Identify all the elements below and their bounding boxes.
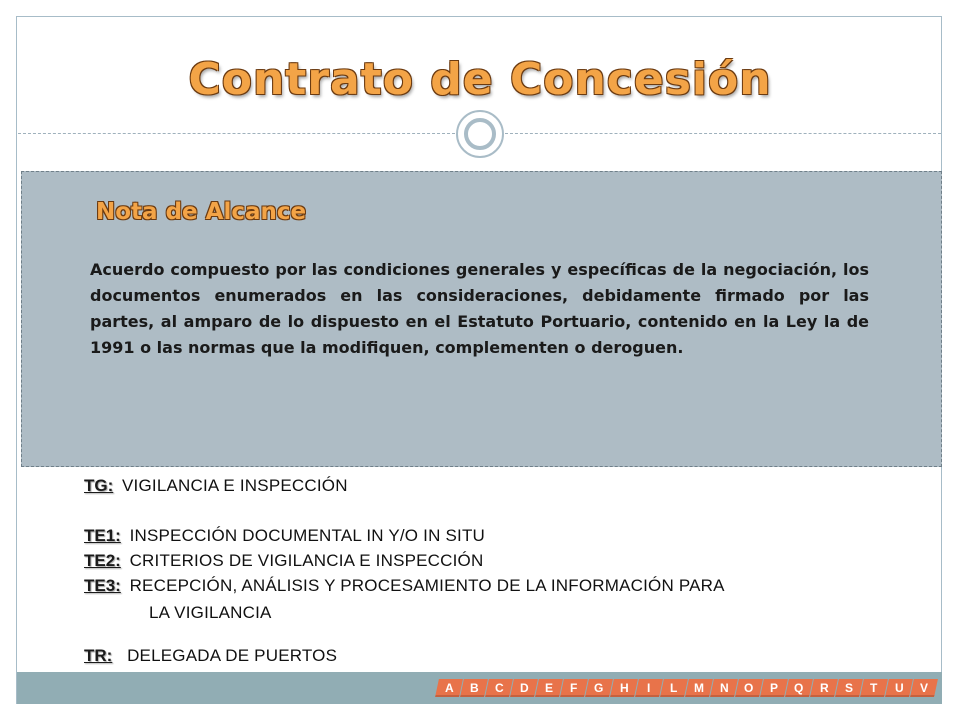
term-tr-key: TR: [84, 646, 113, 665]
letter-button-h[interactable] [610, 679, 638, 697]
letter-button-label: D [519, 681, 529, 695]
term-te1-key: TE1: [84, 526, 121, 545]
letter-button-label: E [544, 681, 553, 695]
slide-title: Contrato de Concesión [188, 54, 772, 105]
term-te3 [84, 576, 725, 596]
letter-button-label: N [719, 681, 729, 695]
letter-button-r[interactable] [810, 679, 838, 697]
letter-button-p[interactable] [760, 679, 788, 697]
letter-button-label: U [894, 681, 904, 695]
letter-button-s[interactable] [835, 679, 863, 697]
letter-button-d[interactable] [510, 679, 538, 697]
term-tr [84, 646, 337, 666]
term-te3-key: TE3: [84, 576, 121, 595]
divider-left [18, 133, 455, 134]
circle-ornament-inner [464, 118, 496, 150]
letter-button-q[interactable] [785, 679, 813, 697]
scope-heading: Nota de Alcance [96, 199, 307, 225]
letter-button-t[interactable] [860, 679, 888, 697]
term-te2-key: TE2: [84, 551, 121, 570]
letter-button-label: I [647, 681, 651, 695]
letter-button-g[interactable] [585, 679, 613, 697]
letter-button-label: F [570, 681, 578, 695]
letter-button-label: C [494, 681, 504, 695]
letter-button-u[interactable] [885, 679, 913, 697]
term-tr-value: DELEGADA DE PUERTOS [127, 646, 338, 665]
circle-ornament-icon [456, 110, 504, 158]
letter-button-label: T [870, 681, 878, 695]
letter-button-a[interactable] [435, 679, 463, 697]
term-tg-value: VIGILANCIA E INSPECCIÓN [122, 476, 348, 495]
term-te3-value: RECEPCIÓN, ANÁLISIS Y PROCESAMIENTO DE LA INFORMACIÓN PARA [129, 576, 725, 595]
letter-button-o[interactable] [735, 679, 763, 697]
letter-button-c[interactable] [485, 679, 513, 697]
letter-button-n[interactable] [710, 679, 738, 697]
letter-button-m[interactable] [685, 679, 713, 697]
term-te1 [84, 526, 485, 546]
alphabet-nav [437, 679, 936, 697]
letter-button-label: P [769, 681, 778, 695]
divider-right [505, 133, 941, 134]
term-tg-key: TG: [84, 476, 114, 495]
term-te2-value: CRITERIOS DE VIGILANCIA E INSPECCIÓN [129, 551, 484, 570]
letter-button-label: S [844, 681, 853, 695]
term-te1-value: INSPECCIÓN DOCUMENTAL IN Y/O IN SITU [129, 526, 486, 545]
letter-button-label: V [919, 681, 928, 695]
bottom-nav-bar [17, 672, 942, 704]
letter-button-label: H [619, 681, 629, 695]
letter-button-label: G [594, 681, 604, 695]
term-te2 [84, 551, 483, 571]
letter-button-v[interactable] [910, 679, 938, 697]
scope-text: Acuerdo compuesto por las condiciones generales y específicas de la negociación, los documentos enumerados en las consideraciones, debidamente firmado por las partes, al amparo de lo dispuesto en el Estatuto Portuario, contenido en la Ley la de 1991 o las normas que la modifiquen, complementen o deroguen. [90, 260, 869, 357]
letter-button-label: M [694, 681, 704, 695]
letter-button-label: R [819, 681, 829, 695]
letter-button-e[interactable] [535, 679, 563, 697]
letter-button-label: A [444, 681, 454, 695]
letter-button-label: L [670, 681, 678, 695]
term-te3-value-cont: LA VIGILANCIA [149, 603, 272, 622]
letter-button-f[interactable] [560, 679, 588, 697]
letter-button-i[interactable] [635, 679, 663, 697]
letter-button-l[interactable] [660, 679, 688, 697]
letter-button-label: Q [794, 681, 804, 695]
term-tg [84, 476, 348, 496]
term-te3-continued [149, 603, 272, 623]
letter-button-b[interactable] [460, 679, 488, 697]
letter-button-label: B [469, 681, 479, 695]
letter-button-label: O [744, 681, 754, 695]
